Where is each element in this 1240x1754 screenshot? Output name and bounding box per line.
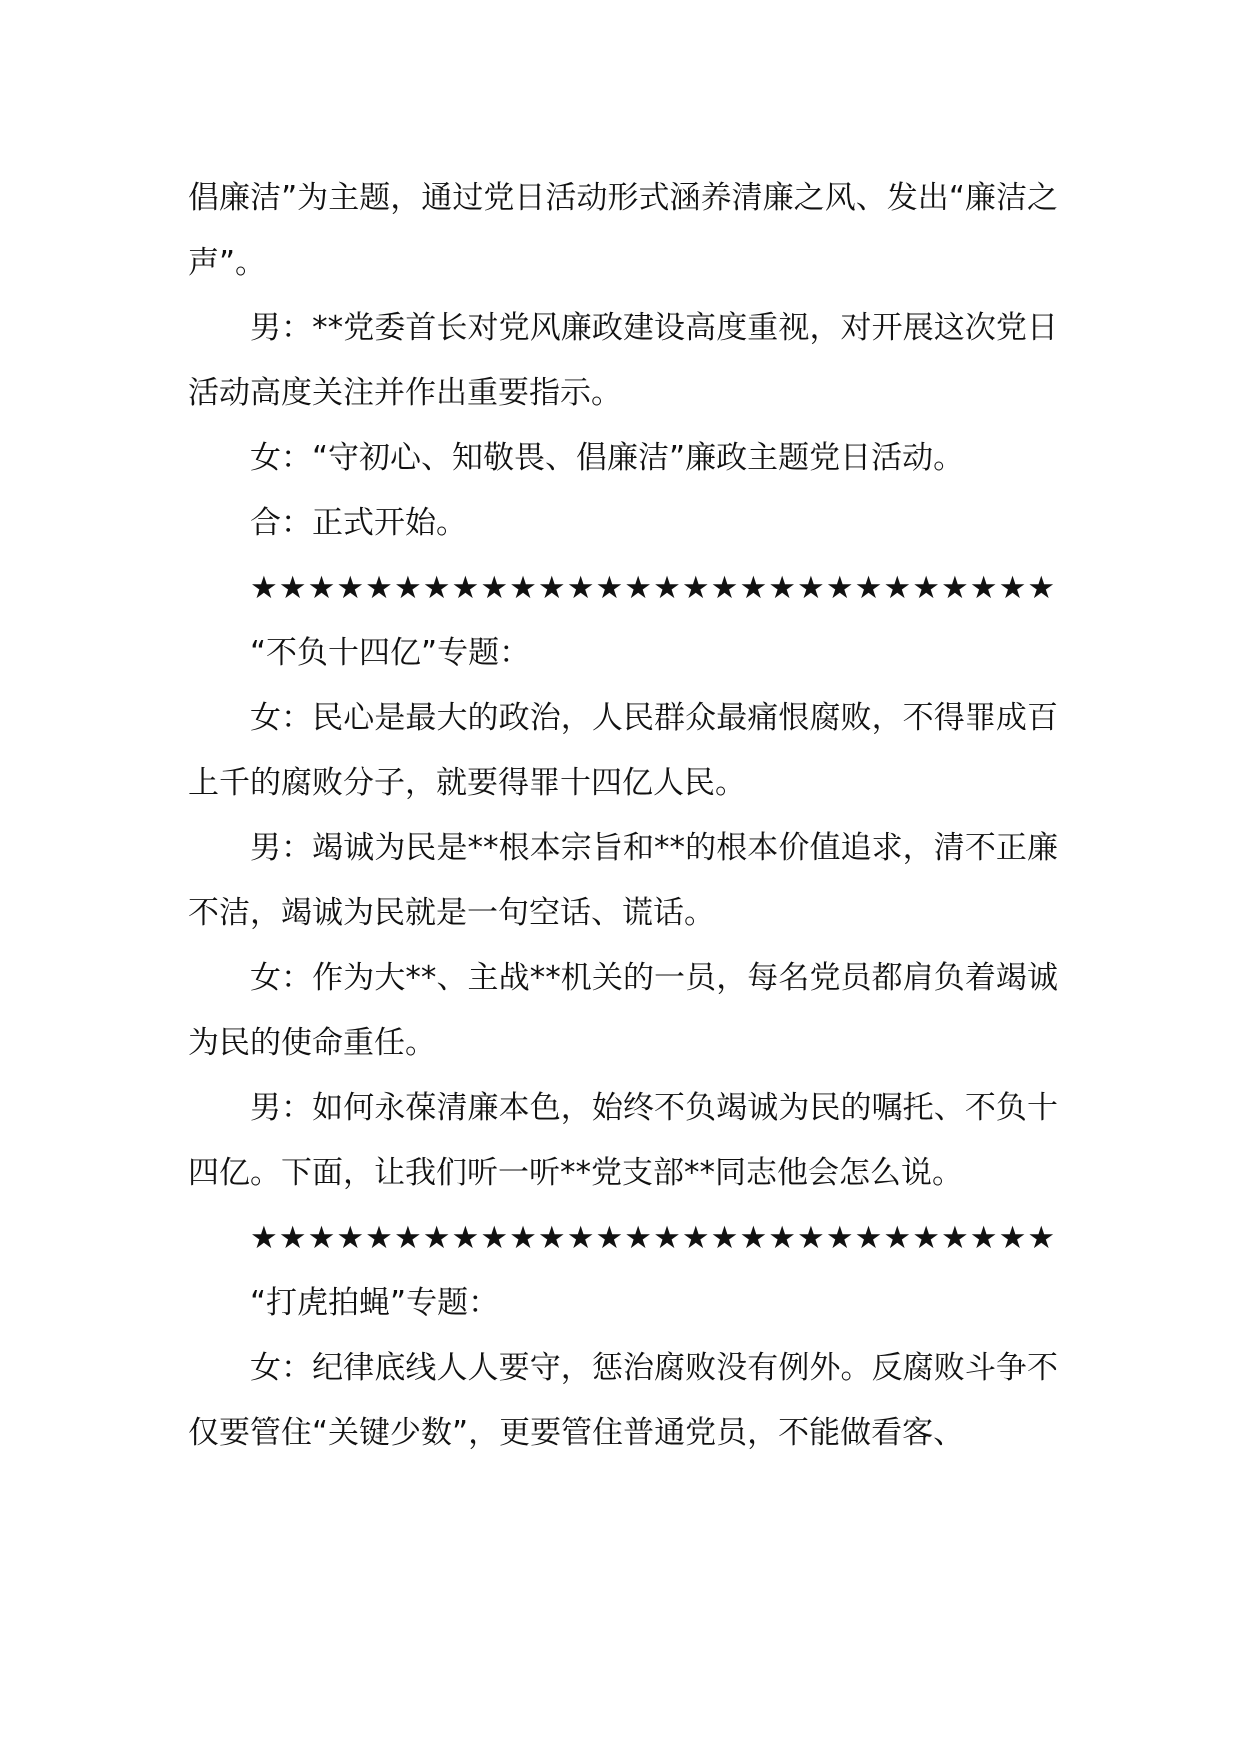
document-body — [188, 166, 1058, 1466]
paragraph-male-instruction: 男：**党委首长对党风廉政建设高度重视，对开展这次党日活动高度关注并作出重要指示。 — [188, 310, 1058, 411]
paragraph-male-introduction: 男：如何永葆清廉本色，始终不负竭诚为民的嘱托、不负十四亿。下面，让我们听一听**党支部**同志他会怎么说。 — [188, 1090, 1058, 1191]
paragraph-female-popular-will: 女：民心是最大的政治，人民群众最痛恨腐败，不得罪成百上千的腐败分子，就要得罪十四亿人民。 — [188, 700, 1058, 801]
paragraph-female-discipline: 女：纪律底线人人要守，惩治腐败没有例外。反腐败斗争不仅要管住“关键少数”，更要管住普通党员，不能做看客、 — [188, 1350, 1058, 1451]
paragraph-female-theme: 女：“守初心、知敬畏、倡廉洁”廉政主题党日活动。 — [250, 440, 965, 476]
paragraph-female-mission: 女：作为大**、主战**机关的一员，每名党员都肩负着竭诚为民的使命重任。 — [188, 960, 1058, 1061]
paragraph-male-serve-people: 男：竭诚为民是**根本宗旨和**的根本价值追求，清不正廉不洁，竭诚为民就是一句空话、谎话。 — [188, 830, 1058, 931]
star-divider: ★★★★★★★★★★★★★★★★★★★★★★★★★★★★ — [250, 1220, 1057, 1256]
paragraph-together-start: 合：正式开始。 — [250, 505, 467, 541]
paragraph-continuation: 倡廉洁”为主题，通过党日活动形式涵养清廉之风、发出“廉洁之声”。 — [188, 180, 1058, 281]
section-heading-tigers-flies: “打虎拍蝇”专题： — [250, 1285, 500, 1321]
section-heading-fourteen-billion: “不负十四亿”专题： — [250, 635, 531, 671]
star-divider: ★★★★★★★★★★★★★★★★★★★★★★★★★★★★ — [250, 570, 1057, 606]
